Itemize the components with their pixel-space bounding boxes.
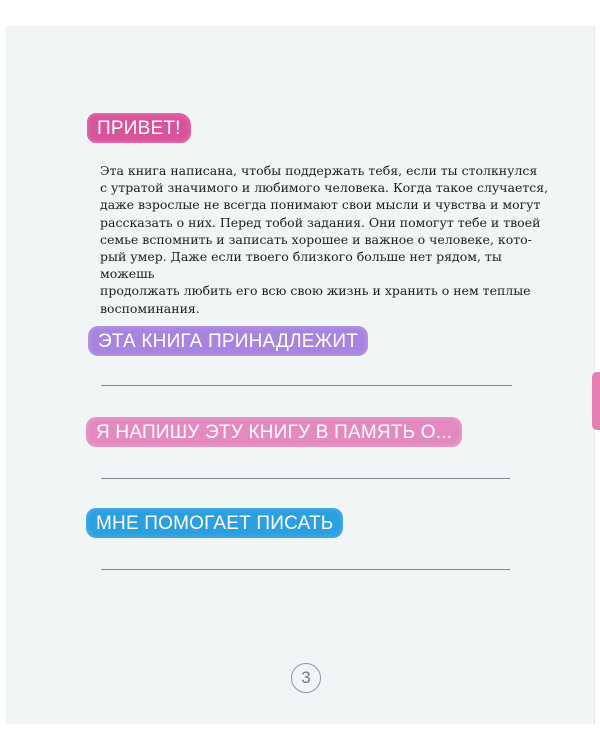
page-number: 3 xyxy=(291,663,321,693)
greeting-label: ПРИВЕТ! xyxy=(87,113,191,143)
book-page xyxy=(6,26,595,724)
in-memory-of-label: Я НАПИШУ ЭТУ КНИГУ В ПАМЯТЬ О... xyxy=(86,417,462,447)
writing-helper-label: МНЕ ПОМОГАЕТ ПИСАТЬ xyxy=(86,508,343,538)
book-owner-label: ЭТА КНИГА ПРИНАДЛЕЖИТ xyxy=(88,326,368,356)
book-owner-input-line[interactable] xyxy=(101,385,512,386)
writing-helper-input-line[interactable] xyxy=(101,569,510,570)
in-memory-of-input-line[interactable] xyxy=(101,478,510,479)
next-page-edge xyxy=(592,372,600,430)
intro-paragraph: Эта книга написана, чтобы поддержать тебя, если ты столкнулся с утратой значимого и любимого человека. Когда такое случается, даже взрослые не всегда понимают свои мысли и чувства и могут рассказать о них. Перед тобой задания. Они помогут тебе и твоей семье вспомнить и записать хорошее и важное о человеке, кото- рый умер. Даже если твоего близкого больше нет рядом, ты можешь продолжать любить его всю свою жизнь и хранить о нем теплые воспоминания. xyxy=(100,163,549,316)
